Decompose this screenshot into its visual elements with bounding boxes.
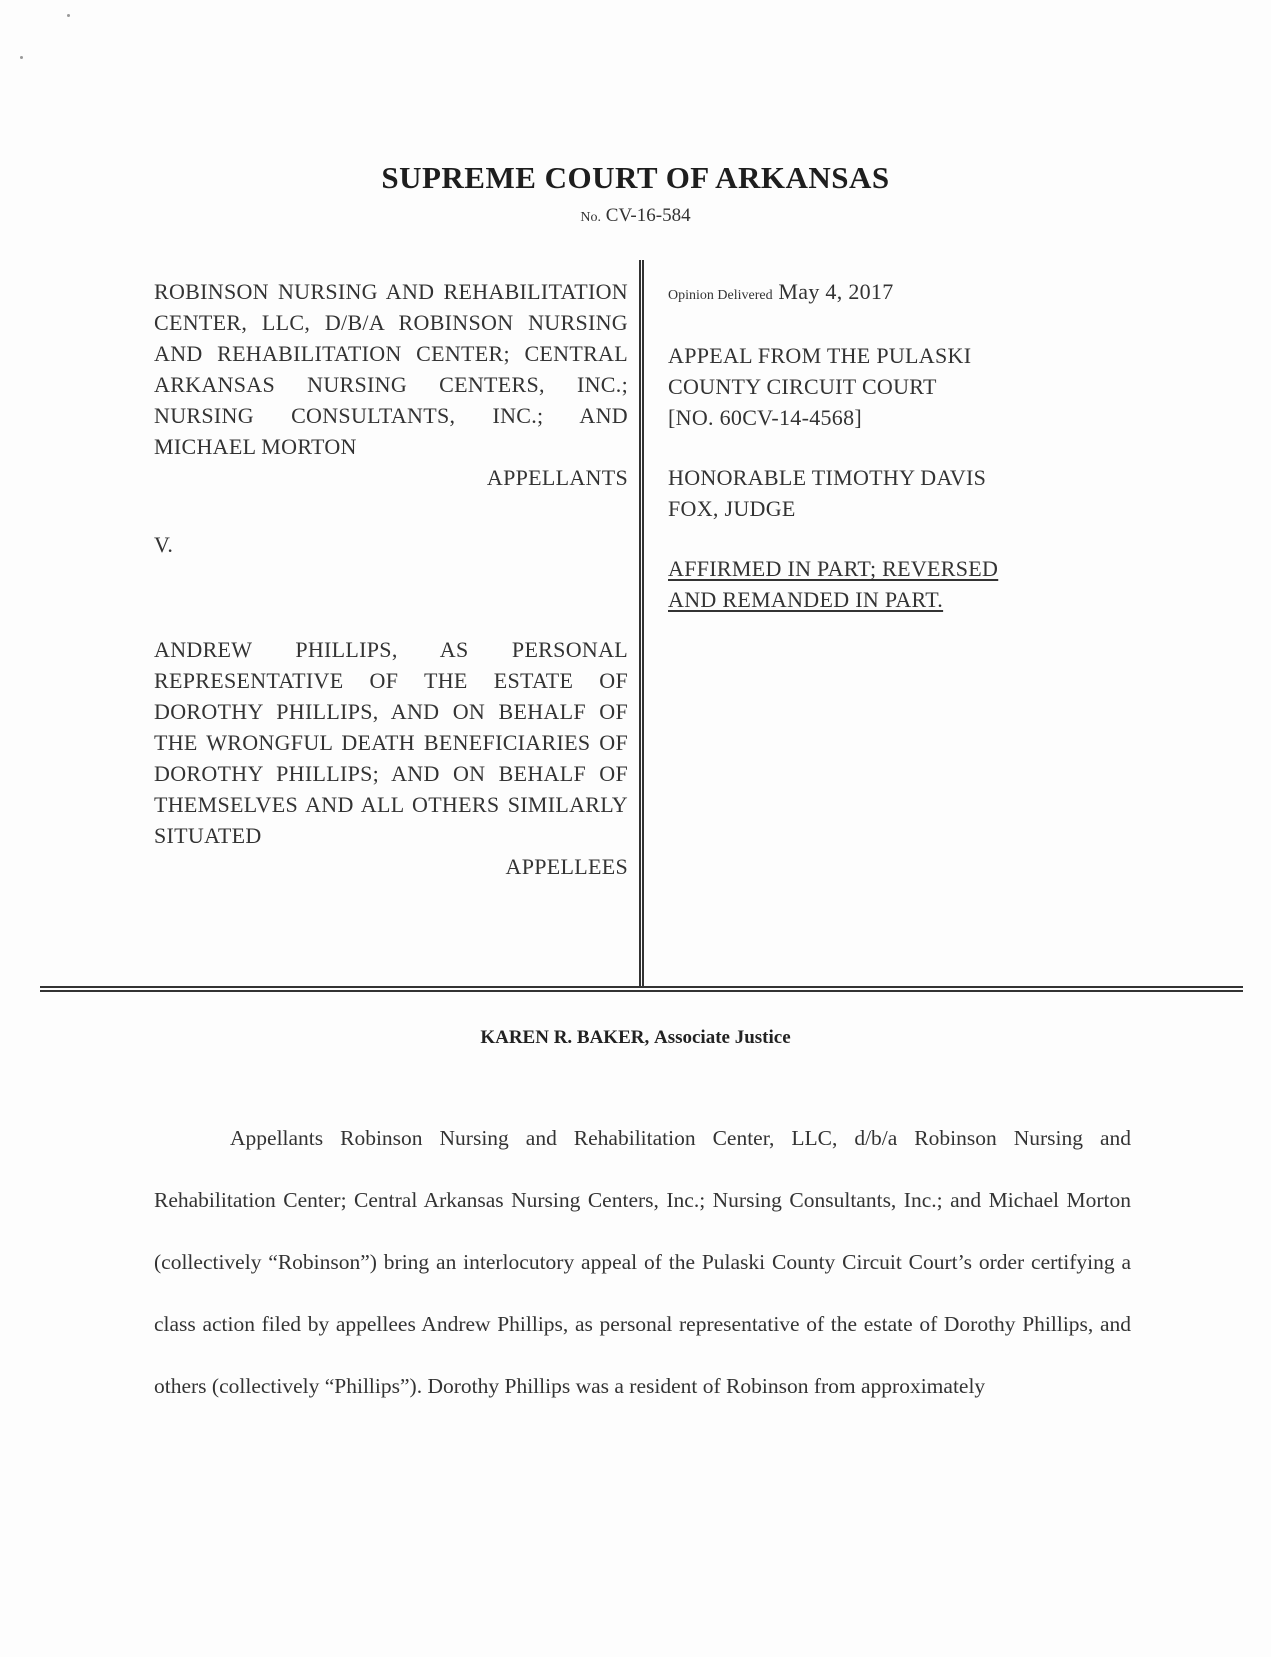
appeal-line: COUNTY CIRCUIT COURT — [668, 374, 937, 399]
appellees-role: APPELLEES — [505, 854, 628, 879]
caption-vertical-divider — [639, 260, 644, 987]
disposition-line: AFFIRMED IN PART; REVERSED — [668, 556, 999, 581]
versus-label: V. — [154, 532, 174, 557]
opinion-delivered-label: Opinion Delivered — [668, 288, 773, 303]
judge-line: FOX, JUDGE — [668, 496, 796, 521]
disposition — [668, 553, 1088, 615]
opinion-delivered — [668, 276, 1088, 311]
scan-speck — [67, 14, 70, 17]
caption-parties — [154, 276, 628, 882]
judge-block — [668, 462, 1088, 524]
appeal-line: APPEAL FROM THE PULASKI — [668, 343, 972, 368]
docket-prefix: No. — [580, 210, 602, 225]
case-info — [668, 276, 1088, 615]
caption-horizontal-divider — [40, 986, 1243, 992]
opinion-author — [0, 1027, 1271, 1049]
docket-line — [0, 205, 1271, 227]
appellants-names: ROBINSON NURSING AND REHABILITATION CENTER, LLC, D/B/A ROBINSON NURSING AND REHABILITATION CENTER; CENTRAL ARKANSAS NURSING CENTERS, INC.; NURSING CONSULTANTS, INC.; AND MICHAEL MORTON — [154, 279, 628, 459]
docket-number: CV-16-584 — [605, 205, 691, 226]
appeal-from — [668, 340, 1088, 433]
lower-court-case-number: [NO. 60CV-14-4568] — [668, 405, 863, 430]
author-name: KAREN R. BAKER, — [480, 1027, 650, 1048]
disposition-line: AND REMANDED IN PART. — [668, 587, 944, 612]
appellants-role: APPELLANTS — [486, 465, 628, 490]
author-title: Associate Justice — [653, 1027, 791, 1048]
court-title: SUPREME COURT OF ARKANSAS — [381, 160, 890, 195]
opinion-body-paragraph: Appellants Robinson Nursing and Rehabilitation Center, LLC, d/b/a Robinson Nursing and Rehabilitation Center; Central Arkansas Nursing Centers, Inc.; Nursing Consultants, Inc.; and Michael Morton (collectively “Robinson”) bring an interlocutory appeal of the Pulaski County Circuit Court’s order certifying a class action filed by appellees Andrew Phillips, as personal representative of the estate of Dorothy Phillips, and others (collectively “Phillips”). Dorothy Phillips was a resident of Robinson from approximately — [154, 1126, 1131, 1398]
opinion-date: May 4, 2017 — [778, 279, 894, 304]
judge-line: HONORABLE TIMOTHY DAVIS — [668, 465, 987, 490]
scan-speck — [20, 56, 23, 59]
appellees-names: ANDREW PHILLIPS, AS PERSONAL REPRESENTATIVE OF THE ESTATE OF DOROTHY PHILLIPS, AND ON BEHALF OF THE WRONGFUL DEATH BENEFICIARIES OF DOROTHY PHILLIPS; AND ON BEHALF OF THEMSELVES AND ALL OTHERS SIMILARLY SITUATED — [154, 637, 628, 848]
